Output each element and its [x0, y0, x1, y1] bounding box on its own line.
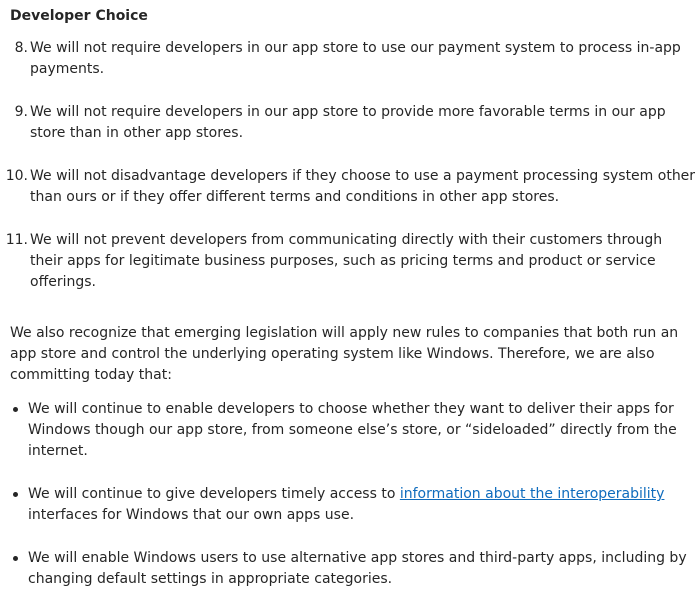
- list-item-text: We will not require developers in our app store to use our payment system to process in-app payments.: [30, 40, 681, 77]
- list-number: 8.: [14, 40, 28, 56]
- list-item-text: We will enable Windows users to use alternative app stores and third-party apps, including by changing default settings in appropriate categories.: [28, 550, 687, 587]
- list-number: 11.: [5, 232, 28, 248]
- bullet-icon: [13, 407, 18, 412]
- list-item-text: We will not disadvantage developers if they choose to use a payment processing system other than ours or if they offer different terms and conditions in other app stores.: [30, 168, 696, 205]
- list-item-text-before: We will continue to give developers timely access to: [28, 486, 400, 502]
- numbered-list-item: [10, 38, 696, 80]
- list-item-text: We will not require developers in our app store to provide more favorable terms in our app store than in other app stores.: [30, 104, 666, 141]
- numbered-list-item: [10, 102, 696, 144]
- bullet-list-item: [10, 399, 700, 462]
- interoperability-info-link[interactable]: information about the interoperability: [399, 486, 665, 502]
- bullet-list-item: [10, 548, 700, 590]
- list-number: 10.: [5, 168, 28, 184]
- list-item-text: We will continue to enable developers to choose whether they want to deliver their apps for Windows though our app store, from someone else’s store, or “sideloaded” directly from the internet.: [28, 401, 677, 459]
- list-item-text-after: interfaces for Windows that our own apps use.: [28, 507, 355, 523]
- numbered-list-item: [5, 230, 696, 293]
- body-paragraph: We also recognize that emerging legislation will apply new rules to companies that both run an app store and control the underlying operating system like Windows. Therefore, we are also committing today that:: [10, 325, 679, 383]
- bullet-icon: [13, 492, 18, 497]
- list-item-text: We will not prevent developers from communicating directly with their customers through their apps for legitimate business purposes, such as pricing terms and product or service offerings.: [30, 232, 663, 290]
- bullet-list-item: [10, 484, 700, 526]
- list-number: 9.: [14, 104, 28, 120]
- numbered-list-item: [5, 166, 696, 208]
- section-heading: Developer Choice: [10, 8, 148, 24]
- bullet-icon: [13, 556, 18, 561]
